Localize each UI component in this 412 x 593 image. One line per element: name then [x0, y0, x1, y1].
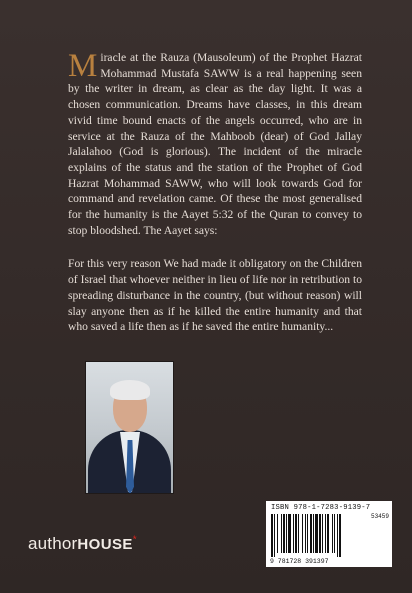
barcode-stripe	[298, 514, 299, 553]
barcode-stripe	[293, 514, 294, 553]
barcode-stripe	[310, 514, 312, 553]
barcode-stripe	[288, 514, 291, 553]
barcode-stripe	[274, 514, 275, 557]
barcode-icon	[270, 514, 366, 557]
barcode-stripe	[322, 514, 323, 553]
barcode-stripe	[281, 514, 282, 553]
barcode-stripe	[302, 514, 303, 553]
drop-cap: M	[68, 48, 98, 84]
publisher-logo-part1: author	[28, 534, 78, 553]
publisher-logo-star: *	[132, 534, 137, 546]
barcode-bars	[270, 514, 388, 557]
blurb	[68, 50, 362, 335]
author-photo	[85, 361, 174, 494]
publisher-logo-part2: HOUSE	[77, 536, 133, 553]
author-photo-hair	[110, 380, 150, 400]
barcode-stripe	[319, 514, 321, 553]
barcode-stripe	[286, 514, 287, 553]
barcode-stripe	[271, 514, 273, 557]
barcode-stripe	[307, 514, 308, 553]
barcode-stripe	[283, 514, 285, 553]
barcode-stripe	[337, 514, 338, 557]
blurb-paragraph-2: For this very reason We had made it obligatory on the Children of Israel that whoever neither in lieu of life nor in retribution to spreading disturbance in the country, (but without reason) will slay anyone then as if he killed the entire humanity and that who saved a life then as if he saved the entire humanity...	[68, 257, 362, 334]
barcode-stripe	[327, 514, 329, 553]
isbn-label: ISBN 978-1-7283-9139-7	[271, 504, 371, 512]
publisher-logo	[28, 534, 137, 554]
barcode-block	[266, 501, 392, 567]
barcode-stripe	[334, 514, 335, 553]
barcode-stripe	[305, 514, 306, 553]
barcode-addon: 53459	[370, 513, 389, 520]
barcode-stripe	[339, 514, 341, 557]
barcode-digits: 9 781728 391397	[270, 558, 329, 565]
barcode-stripe	[315, 514, 318, 553]
barcode-stripe	[277, 514, 278, 553]
barcode-stripe	[295, 514, 297, 553]
barcode-stripe	[325, 514, 326, 553]
barcode-stripe	[332, 514, 333, 553]
blurb-paragraph-1	[68, 50, 362, 238]
blurb-paragraph-1-text: iracle at the Rauza (Mausoleum) of the Prophet Hazrat Mohammad Mustafa SAWW is a real happening seen by the writer in dream, as clear as the day light. It was a chosen communication. Dreams have classes, in this dream vivid time bound enacts of the angels occurred, who are in service at the Rauza of the Mahboob (dear) of God Jallay Jalalahoo (God is glorious). The incident of the miracle explains of the status and the station of the Prophet of God Hazrat Mohammad SAWW, who will look towards God for command and revelation came. Of these the most generalised for the humanity is the Aayet 5:32 of the Quran to convey to stop bloodshed. The Aayet says:	[68, 51, 362, 237]
barcode-stripe	[313, 514, 314, 553]
